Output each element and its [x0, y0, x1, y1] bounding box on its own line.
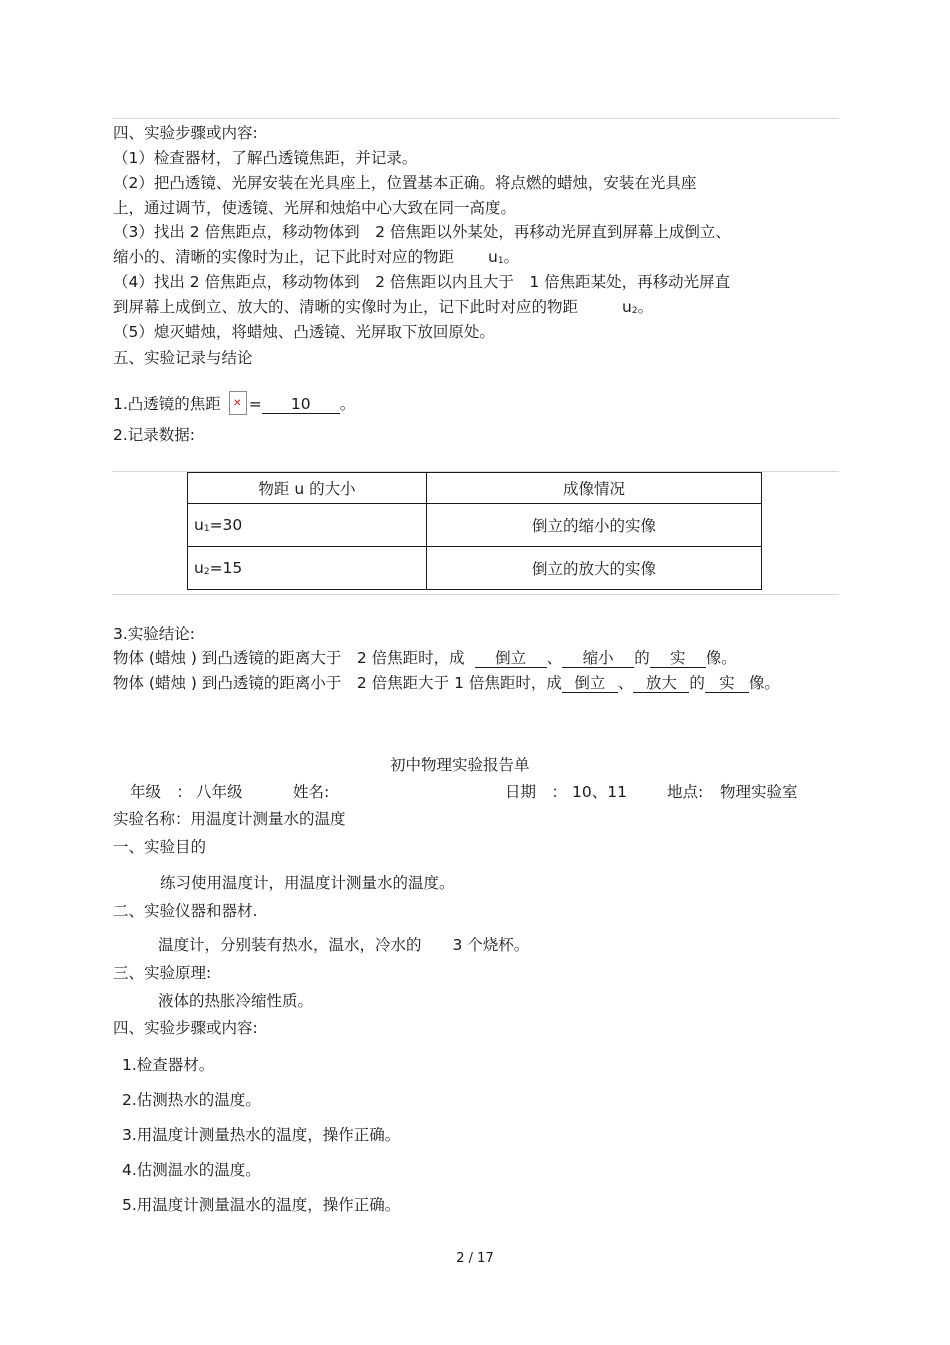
u-value: =15 [209, 559, 243, 577]
section-4-heading: 四、实验步骤或内容: [113, 1019, 258, 1037]
conclusion-2-sep-2: 的 [689, 674, 705, 692]
top-rule [112, 118, 839, 119]
grade-label: 年级 ： [130, 783, 193, 801]
u-subscript: 2 [203, 567, 210, 577]
u-variable: u [194, 516, 204, 534]
conclusion-2-blank-3: 实 [705, 674, 749, 693]
conclusion-1-blank-1: 倒立 [475, 649, 547, 668]
u1-subscript: 1 [497, 256, 504, 266]
table-cell-distance [188, 504, 427, 547]
focal-length-line [113, 391, 355, 415]
table-bottom-rule [112, 594, 839, 595]
step-4-text: 到屏幕上成倒立、放大的、清晰的实像时为止，记下此时对应的物距 [113, 298, 579, 316]
list-item: 2.估测热水的温度。 [122, 1091, 261, 1109]
table-row [188, 504, 762, 547]
table-row [188, 547, 762, 590]
place-label: 地点: [667, 783, 704, 801]
step-2-text-a: （2）把凸透镜、光屏安装在光具座上，位置基本正确。将点燃的蜡烛，安装在光具座 [113, 174, 697, 192]
missing-formula-icon: ✕ [229, 391, 247, 415]
conclusion-label: 3.实验结论: [113, 625, 196, 643]
page-number: 2 / 17 [456, 1251, 494, 1266]
step-4-text-a: （4）找出 2 倍焦距点，移动物体到 2 倍焦距以内且大于 1 倍焦距某处，再移动光屏直 [113, 273, 731, 291]
conclusion-2 [113, 673, 780, 693]
conclusion-1-blank-3: 实 [650, 649, 706, 668]
step-3-end: 。 [503, 248, 520, 266]
section-2-text: 温度计，分别装有热水，温水，冷水的 3 个烧杯。 [158, 936, 530, 954]
record-heading: 五、实验记录与结论 [113, 349, 253, 367]
conclusion-2-blank-1: 倒立 [562, 674, 618, 693]
focal-end: 。 [339, 395, 356, 413]
conclusion-2-end: 像。 [748, 674, 780, 692]
place-value: 物理实验室 [720, 783, 798, 801]
step-3-text-b [113, 247, 519, 270]
u-subscript: 1 [203, 524, 210, 534]
step-2-text-b: 上，通过调节，使透镜、光屏和烛焰中心大致在同一高度。 [113, 199, 517, 217]
conclusion-1-end: 像。 [705, 649, 737, 667]
focal-length-value: 10 [262, 395, 340, 414]
section-2-heading: 二、实验仪器和器材. [113, 902, 258, 920]
experiment-name: 实验名称：用温度计测量水的温度 [113, 810, 346, 828]
table-header-distance: 物距 u 的大小 [188, 473, 427, 504]
focal-length-label: 1.凸透镜的焦距 [113, 395, 221, 413]
list-item: 4.估测温水的温度。 [122, 1161, 261, 1179]
step-1-text: （1）检查器材，了解凸透镜焦距，并记录。 [113, 149, 418, 167]
date-label: 日期 ： [505, 783, 568, 801]
step-4-end: 。 [637, 298, 654, 316]
grade-value: 八年级 [196, 783, 243, 801]
section-3-heading: 三、实验原理: [113, 964, 212, 982]
report-title: 初中物理实验报告单 [390, 756, 530, 774]
section-3-text: 液体的热胀冷缩性质。 [158, 992, 314, 1010]
focal-equals: = [248, 395, 262, 413]
conclusion-1-sep-1: 、 [546, 649, 563, 667]
data-table [187, 472, 762, 590]
section-1-text: 练习使用温度计，用温度计测量水的温度。 [160, 874, 455, 892]
u-value: =30 [209, 516, 243, 534]
record-data-label: 2.记录数据: [113, 426, 196, 444]
u2-subscript: 2 [631, 306, 638, 316]
list-item: 5.用温度计测量温水的温度，操作正确。 [122, 1196, 401, 1214]
conclusion-1 [113, 648, 737, 668]
table-cell-image: 倒立的放大的实像 [427, 547, 762, 590]
step-5-text: （5）熄灭蜡烛，将蜡烛、凸透镜、光屏取下放回原处。 [113, 323, 495, 341]
list-item: 1.检查器材。 [122, 1056, 215, 1074]
conclusion-2-prefix: 物体 (蜡烛 ) 到凸透镜的距离小于 2 倍焦距大于 1 倍焦距时，成 [113, 674, 562, 692]
conclusion-2-blank-2: 放大 [633, 674, 689, 693]
conclusion-2-sep-1: 、 [617, 674, 634, 692]
u2-variable: u [622, 298, 632, 316]
step-3-text: 缩小的、清晰的实像时为止，记下此时对应的物距 [113, 248, 455, 266]
u-variable: u [194, 559, 204, 577]
date-value: 10、11 [572, 783, 627, 801]
section-1-heading: 一、实验目的 [113, 838, 207, 856]
steps-heading: 四、实验步骤或内容: [113, 124, 258, 142]
step-4-text-b [113, 297, 653, 320]
table-cell-distance [188, 547, 427, 590]
table-header-image: 成像情况 [427, 473, 762, 504]
list-item: 3.用温度计测量热水的温度，操作正确。 [122, 1126, 401, 1144]
table-header-row [188, 473, 762, 504]
u1-variable: u [488, 248, 498, 266]
name-label: 姓名: [293, 783, 330, 801]
conclusion-1-prefix: 物体 (蜡烛 ) 到凸透镜的距离大于 2 倍焦距时，成 [113, 649, 465, 667]
conclusion-1-blank-2: 缩小 [562, 649, 634, 668]
table-cell-image: 倒立的缩小的实像 [427, 504, 762, 547]
conclusion-1-sep-2: 的 [634, 649, 650, 667]
step-3-text-a: （3）找出 2 倍焦距点，移动物体到 2 倍焦距以外某处，再移动光屏直到屏幕上成倒立、 [113, 223, 731, 241]
